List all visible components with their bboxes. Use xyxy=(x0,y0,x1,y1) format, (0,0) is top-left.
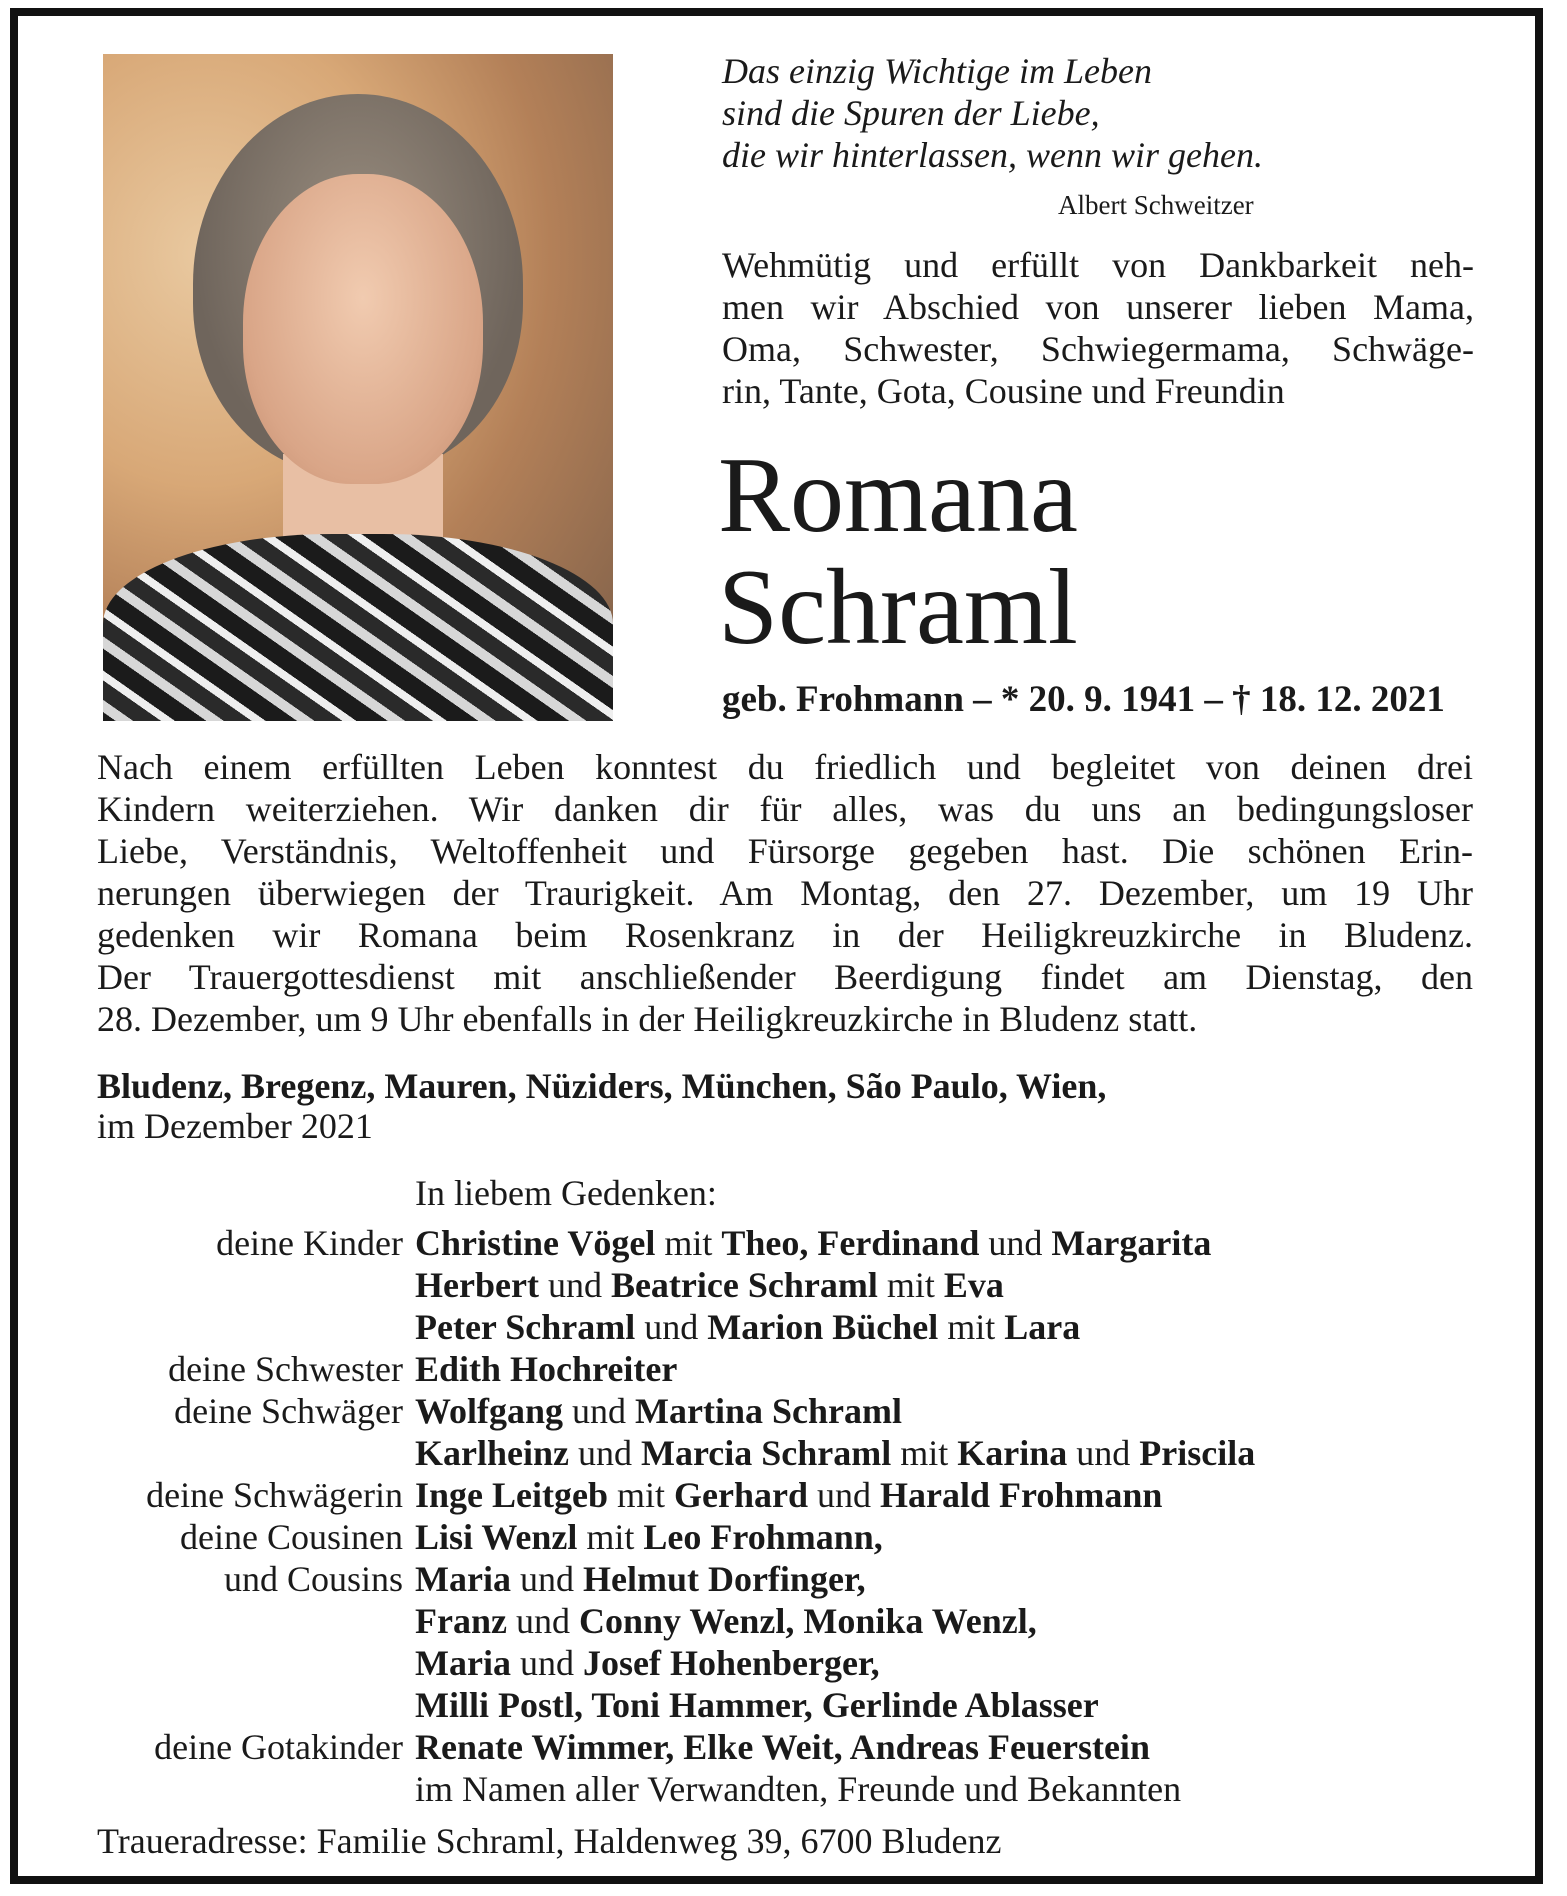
relative-name: Inge Leitgeb xyxy=(415,1475,608,1515)
relation-label: deine Kinder xyxy=(216,1223,403,1263)
connector-text: und xyxy=(979,1223,1052,1263)
intro-text xyxy=(722,244,1474,412)
relation-label xyxy=(0,1264,415,1306)
relative-row xyxy=(0,1600,1567,1642)
relative-name: Peter Schraml xyxy=(415,1307,636,1347)
relative-name: Priscila xyxy=(1139,1433,1256,1473)
relative-row xyxy=(0,1348,1567,1390)
intro-line: Wehmütig und erfüllt von Dankbarkeit neh- xyxy=(722,245,1474,285)
relative-name: Milli Postl, Toni Hammer, Gerlinde Ablasser xyxy=(415,1685,1099,1725)
mourning-address: Traueradresse: Familie Schraml, Haldenweg 39, 6700 Bludenz xyxy=(97,1821,1002,1861)
body-line: Liebe, Verständnis, Weltoffenheit und Fürsorge gegeben hast. Die schönen Erin- xyxy=(97,831,1473,871)
places-list: Bludenz, Bregenz, Mauren, Nüziders, München, São Paulo, Wien, xyxy=(97,1066,1107,1106)
relation-label xyxy=(0,1432,415,1474)
connector-text: und xyxy=(510,1559,583,1599)
connector-text: mit xyxy=(577,1517,644,1557)
quote-line: Das einzig Wichtige im Leben xyxy=(722,51,1152,91)
relative-row xyxy=(0,1222,1567,1264)
relative-row xyxy=(0,1726,1567,1768)
relative-row xyxy=(0,1642,1567,1684)
relation-label: deine Schwester xyxy=(168,1349,403,1389)
memorial-heading: In liebem Gedenken: xyxy=(415,1173,717,1213)
body-line: gedenken wir Romana beim Rosenkranz in der Heiligkreuzkirche in Bludenz. xyxy=(97,915,1473,955)
relative-row xyxy=(0,1432,1567,1474)
relative-name: Gerhard xyxy=(674,1475,808,1515)
relation-label: deine Schwägerin xyxy=(146,1475,403,1515)
relative-name: Beatrice Schraml xyxy=(610,1265,878,1305)
relative-names xyxy=(415,1264,1004,1306)
relative-row xyxy=(0,1558,1567,1600)
relation-label xyxy=(0,1684,415,1726)
relation-label xyxy=(0,1306,415,1348)
relative-row xyxy=(0,1474,1567,1516)
relation-label: und Cousins xyxy=(223,1559,403,1599)
relation-label: deine Schwäger xyxy=(174,1391,403,1431)
relative-name: Theo, Ferdinand xyxy=(721,1223,980,1263)
connector-text: und xyxy=(1067,1433,1140,1473)
relative-names xyxy=(415,1222,1211,1264)
birth-death-dates: geb. Frohmann – * 20. 9. 1941 – † 18. 12. 2021 xyxy=(722,679,1445,720)
connector-text: im Namen aller Verwandten, Freunde und Bekannten xyxy=(415,1769,1182,1809)
relative-name: Margarita xyxy=(1051,1223,1212,1263)
body-line: Kindern weiterziehen. Wir danken dir für alles, was du uns an bedingungsloser xyxy=(97,789,1473,829)
relation-label: deine Gotakinder xyxy=(154,1727,403,1767)
relative-row xyxy=(0,1516,1567,1558)
relative-name: Maria xyxy=(415,1643,511,1683)
quote-author: Albert Schweitzer xyxy=(1058,190,1254,220)
date-line: im Dezember 2021 xyxy=(97,1106,373,1146)
relative-name: Franz xyxy=(415,1601,507,1641)
connector-text: und xyxy=(506,1601,579,1641)
relative-names xyxy=(415,1768,1181,1810)
relative-name: Helmut Dorfinger, xyxy=(582,1559,866,1599)
relative-name: Conny Wenzl, Monika Wenzl, xyxy=(578,1601,1037,1641)
connector-text: und xyxy=(538,1265,611,1305)
connector-text: und xyxy=(563,1391,636,1431)
relation-label xyxy=(0,1768,415,1810)
relative-names xyxy=(415,1726,1150,1768)
places-and-date xyxy=(97,1066,1106,1146)
relative-names xyxy=(415,1432,1255,1474)
relation-label: deine Cousinen xyxy=(180,1517,403,1557)
relative-names xyxy=(415,1474,1162,1516)
body-line: Der Trauergottesdienst mit anschließender Beerdigung findet am Dienstag, den xyxy=(97,957,1473,997)
portrait-photo xyxy=(103,54,613,721)
connector-text: mit xyxy=(877,1265,944,1305)
relative-row xyxy=(0,1684,1567,1726)
relatives-list xyxy=(0,1222,1567,1810)
relative-row xyxy=(0,1768,1567,1810)
relative-names xyxy=(415,1306,1080,1348)
relative-name: Wolfgang xyxy=(415,1391,564,1431)
relative-name: Karlheinz xyxy=(415,1433,569,1473)
connector-text: mit xyxy=(938,1307,1005,1347)
relative-name: Maria xyxy=(415,1559,511,1599)
connector-text: mit xyxy=(891,1433,958,1473)
relative-names xyxy=(415,1348,677,1390)
body-line: 28. Dezember, um 9 Uhr ebenfalls in der Heiligkreuzkirche in Bludenz statt. xyxy=(97,999,1198,1039)
relative-name: Marcia Schraml xyxy=(640,1433,892,1473)
relation-label xyxy=(0,1600,415,1642)
relative-name: Herbert xyxy=(415,1265,539,1305)
portrait-face xyxy=(243,174,483,484)
relative-names xyxy=(415,1516,883,1558)
connector-text: und xyxy=(510,1643,583,1683)
relative-name: Lara xyxy=(1004,1307,1081,1347)
body-line: nerungen überwiegen der Traurigkeit. Am Montag, den 27. Dezember, um 19 Uhr xyxy=(97,873,1473,913)
connector-text: mit xyxy=(608,1475,675,1515)
relative-name: Josef Hohenberger, xyxy=(582,1643,880,1683)
last-name: Schraml xyxy=(718,548,1078,667)
relative-name: Martina Schraml xyxy=(635,1391,902,1431)
portrait-clothing xyxy=(103,534,613,721)
relative-name: Eva xyxy=(943,1265,1004,1305)
quote-line: die wir hinterlassen, wenn wir gehen. xyxy=(722,135,1263,175)
relative-name: Christine Vögel xyxy=(415,1223,656,1263)
deceased-name xyxy=(718,436,1078,667)
connector-text: mit xyxy=(655,1223,722,1263)
first-name: Romana xyxy=(718,436,1078,555)
intro-line: men wir Abschied von unserer lieben Mama, xyxy=(722,287,1474,327)
relative-row xyxy=(0,1264,1567,1306)
relative-name: Harald Frohmann xyxy=(880,1475,1163,1515)
relative-name: Renate Wimmer, Elke Weit, Andreas Feuerstein xyxy=(415,1727,1150,1767)
relative-name: Edith Hochreiter xyxy=(415,1349,678,1389)
connector-text: und xyxy=(635,1307,708,1347)
intro-line: Oma, Schwester, Schwiegermama, Schwäge- xyxy=(722,329,1474,369)
quote-line: sind die Spuren der Liebe, xyxy=(722,93,1100,133)
relation-label xyxy=(0,1642,415,1684)
relative-row xyxy=(0,1306,1567,1348)
relative-name: Karina xyxy=(957,1433,1068,1473)
connector-text: und xyxy=(568,1433,641,1473)
relative-names xyxy=(415,1684,1099,1726)
relative-names xyxy=(415,1390,902,1432)
body-line: Nach einem erfüllten Leben konntest du friedlich und begleitet von deinen drei xyxy=(97,747,1473,787)
relative-name: Lisi Wenzl xyxy=(415,1517,578,1557)
connector-text: und xyxy=(808,1475,880,1515)
quote xyxy=(722,50,1263,176)
relative-name: Marion Büchel xyxy=(707,1307,939,1347)
relative-names xyxy=(415,1642,880,1684)
intro-line: rin, Tante, Gota, Cousine und Freundin xyxy=(722,371,1285,411)
relative-name: Leo Frohmann, xyxy=(643,1517,883,1557)
relative-names xyxy=(415,1558,866,1600)
relative-row xyxy=(0,1390,1567,1432)
body-text xyxy=(97,746,1473,1040)
relative-names xyxy=(415,1600,1037,1642)
